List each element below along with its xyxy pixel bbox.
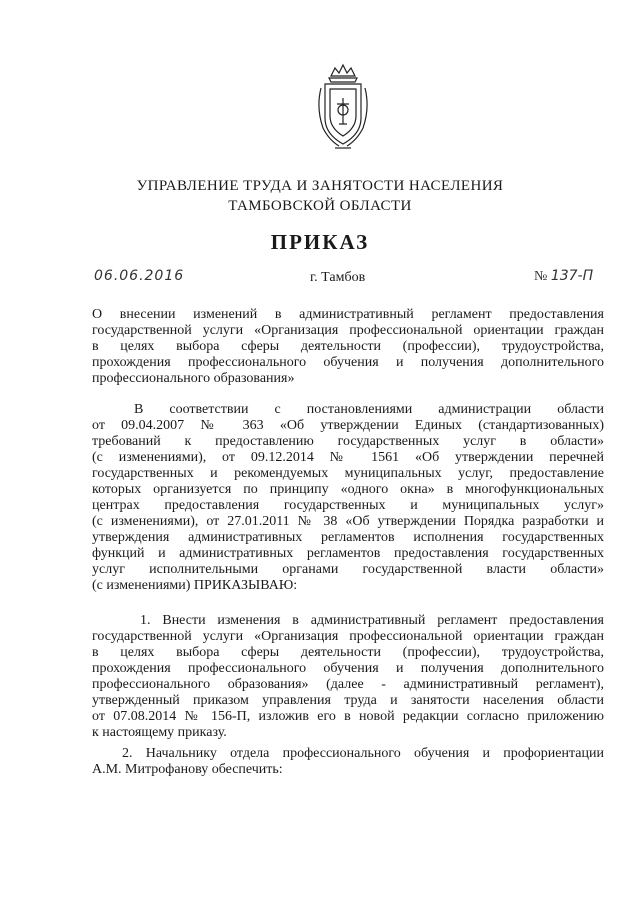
document-date: 06.06.2016 — [94, 268, 185, 284]
item2-line: А.М. Митрофанову обеспечить: — [92, 762, 283, 777]
preamble-line: функций и административных регламентов предоставления государственных — [92, 546, 604, 561]
document-city: г. Тамбов — [310, 270, 366, 285]
item1-line: утвержденный приказом управления труда и занятости населения области — [92, 693, 604, 708]
item1-line: государственной услуги «Организация профессиональной ориентации граждан — [92, 629, 604, 644]
document-title: ПРИКАЗ — [270, 230, 370, 254]
preamble-line: услуг исполнительными органами государственной власти области» — [92, 562, 604, 577]
item1-line: от 07.08.2014 № 156-П, изложив его в новой редакции согласно приложению — [92, 709, 604, 724]
number-sign: № — [534, 269, 548, 284]
subject-line: государственной услуги «Организация профессиональной ориентации граждан — [92, 323, 604, 338]
subject-line: О внесении изменений в административный регламент предоставления — [92, 307, 604, 322]
preamble-block — [92, 402, 604, 594]
preamble-line: (с изменениями), от 09.12.2014 № 1561 «Об утверждении перечней — [92, 450, 604, 465]
item1-line: профессионального образования» (далее - административный регламент), — [92, 677, 604, 692]
item1-line: к настоящему приказу. — [92, 725, 227, 740]
preamble-line: от 09.04.2007 № 363 «Об утверждении Единых (стандартизованных) — [92, 418, 604, 433]
preamble-line: утверждения административных регламентов исполнения государственных — [92, 530, 604, 545]
organization-region: ТАМБОВСКОЙ ОБЛАСТИ — [228, 198, 412, 214]
preamble-line: центрах предоставления государственных и муниципальных услуг» — [92, 498, 604, 513]
organization-name: УПРАВЛЕНИЕ ТРУДА И ЗАНЯТОСТИ НАСЕЛЕНИЯ — [136, 178, 504, 194]
item1-line: 1. Внести изменения в административный регламент предоставления — [140, 613, 604, 628]
order-items-block — [92, 613, 604, 778]
document-number — [534, 268, 593, 285]
subject-block — [92, 307, 604, 387]
subject-line: профессионального образования» — [92, 371, 295, 386]
preamble-line: (с изменениями) ПРИКАЗЫВАЮ: — [92, 578, 298, 593]
preamble-line: (с изменениями), от 27.01.2011 № 38 «Об утверждении Порядка разработки и — [92, 514, 604, 529]
preamble-line: которых организуется по принципу «одного окна» в многофункциональных — [92, 482, 604, 497]
subject-line: прохождения профессионального обучения и получения дополнительного — [92, 355, 604, 370]
subject-line: в целях выбора сферы деятельности (профессии), трудоустройства, — [92, 339, 604, 354]
coat-of-arms-icon — [313, 58, 373, 154]
item1-line: прохождения профессионального обучения и получения дополнительного — [92, 661, 604, 676]
item2-line: 2. Начальнику отдела профессионального обучения и профориентации — [122, 746, 604, 761]
preamble-line: В соответствии с постановлениями администрации области — [134, 402, 604, 417]
preamble-line: государственных и рекомендуемых муниципальных услуг, предоставление — [92, 466, 604, 481]
number-value: 137-П — [550, 268, 594, 284]
preamble-line: требований к предоставлению государственных услуг в области» — [92, 434, 604, 449]
item1-line: в целях выбора сферы деятельности (профессии), трудоустройства, — [92, 645, 604, 660]
